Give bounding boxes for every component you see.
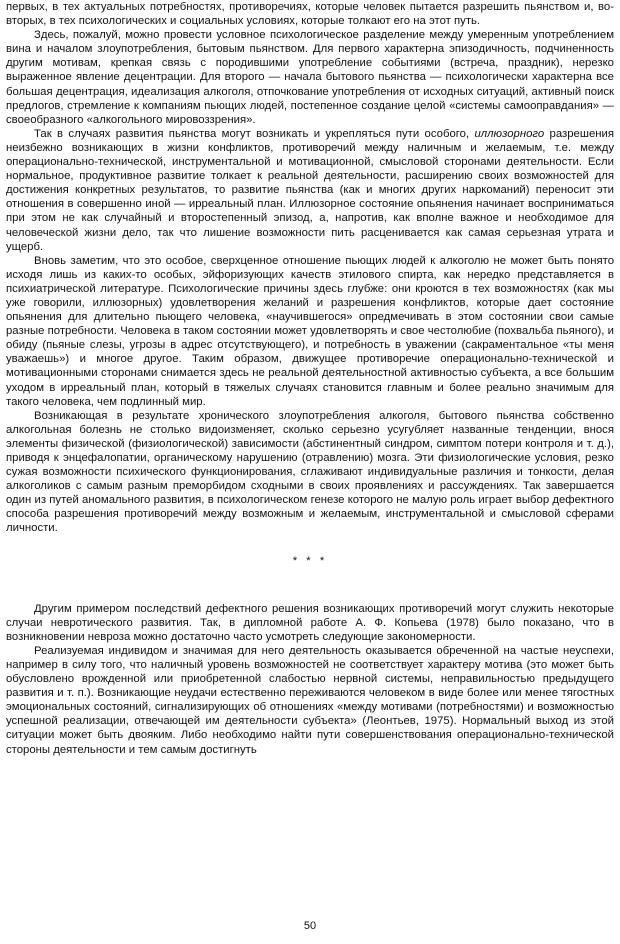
page-number: 50 — [303, 920, 317, 932]
paragraph-7: Реализуемая индивидом и значимая для него деятельность оказывается обреченной на частые неуспехи, например в силу того, что наличный уровень возможностей не соответствует характеру мотива (это может быть обусловлено врожденной или приобретенной слабостью нервной системы, неправильностью предыдущего развития и т. п.). Возникающие неудачи естественно переживаются человеком в виде более или менее тягостных эмоциональных состояний, сигнализирующих об отношениях «между мотивами (потребностями) и возможностью успешной реализации, отвечающей им деятельности субъекта» (Леонтьев, 1975). Нормальный выход из этой ситуации может быть двояким. Либо необходимо найти пути совершенствования операционально-технической стороны деятельности и тем самым достигнуть — [6, 644, 614, 756]
paragraph-2: Здесь, пожалуй, можно провести условное психологическое разделение между умеренным употреблением вина и началом злоупотребления, бытовым пьянством. Для первого характерна эпизодичность, подчиненность другим мотивам, крепкая связь с породившими употребление событиями (встреча, праздник), нерезко выраженное явление децентрации. Для второго — начала бытового пьянства — психологически характерна все большая децентрация, идеализация алкоголя, отпочкование употребления от исходных ситуаций, активный поиск предлогов, стремление к компаниям пьющих людей, постепенное создание целой «системы самооправдания» — своеобразного «алкогольного мировоззрения». — [6, 29, 614, 126]
section-separator: * * * — [292, 554, 328, 567]
document-page — [6, 0, 614, 757]
paragraph-3-end: разрешения неизбежно возникающих в жизни конфликтов, противоречий между наличным и желаемым, т.е. между операционально-технической, инструментальной и мотивационной, смысловой сторонами деятельности. Если нормальное, продуктивное развитие толкает к реальной деятельности, расширению своих возможностей для достижения конкретных результатов, то развитие пьянства (как и многих других наркоманий) переносит эти отношения в совершенно иной — ирреальный план. Иллюзорное состояние опьянения начинает восприниматься при этом не как случайный и второстепенный эпизод, а, напротив, как вполне важное и необходимое для человеческой жизни дело, так что лишение возможности пить расценивается как самая серьезная утрата и ущерб. — [6, 127, 614, 253]
paragraph-4: Вновь заметим, что это особое, сверхценное отношение пьющих людей к алкоголю не может быть понято исходя лишь из каких-то особых, эйфоризующих качеств этилового спирта, как нередко представляется в психиатрической литературе. Психологические причины здесь глубже: они кроются в тех возможностях (как мы уже говорили, иллюзорных) удовлетворения желаний и разрешения конфликтов, которые дает состояние опьянения для длительно пьющего человека, «научившегося» опредмечивать в этом состоянии свои самые разные потребности. Человека в таком состоянии может удовлетворять и свое честолюбие (похвальба пьяного), и обиду (пьяные слезы, угрозы в адрес отсутствующего), и потребность в уважении (сакраментальное «ты меня уважаешь») и многое другое. Таким образом, движущее противоречие операционально-технической и мотивационными сторонами снимается здесь не реальной деятельностной активностью субъекта, а все большим уходом в ирреальный план, который в тяжелых случаях становится главным и более реально значимым для такого человека, чем подлинный мир. — [6, 254, 614, 408]
paragraph-1: первых, в тех актуальных потребностях, противоречиях, которые человек пытается разрешить пьянством и, во-вторых, в тех психологических и социальных условиях, которые толкают его на этот путь. — [6, 1, 614, 28]
paragraph-3-italic-term: иллюзорного — [474, 127, 545, 140]
paragraph-3-start: Так в случаях развития пьянства могут возникать и укрепляться пути особого, — [34, 127, 475, 140]
paragraph-6: Другим примером последствий дефектного решения возникающих противоречий могут служить некоторые случаи невротического развития. Так, в дипломной работе А. Ф. Копьева (1978) было показано, что в возникновении невроза можно достаточно часто усмотреть следующие закономерности. — [6, 602, 614, 643]
paragraph-3 — [6, 127, 614, 254]
paragraph-5: Возникающая в результате хронического злоупотребления алкоголя, бытового пьянства собственно алкогольная болезнь не столько видоизменяет, сколько серьезно усугубляет названные тенденции, внося элементы физической (физиологической) зависимости (абстинентный синдром, симптом потери контроля и т. д.), приводя к энцефалопатии, органическому нарушению (отравлению) мозга. Эти физиологические условия, резко сужая возможности психического функционирования, сглаживают индивидуальные различия и тонкости, делая алкоголиков с самым разным преморбидом сходными в своих проявлениях и рассуждениях. Так завершается один из путей аномального развития, в психологическом генезе которого не малую роль играет выбор дефектного способа разрешения противоречий между возможным и желаемым, инструментальной и смысловой сферами личности. — [6, 409, 614, 535]
